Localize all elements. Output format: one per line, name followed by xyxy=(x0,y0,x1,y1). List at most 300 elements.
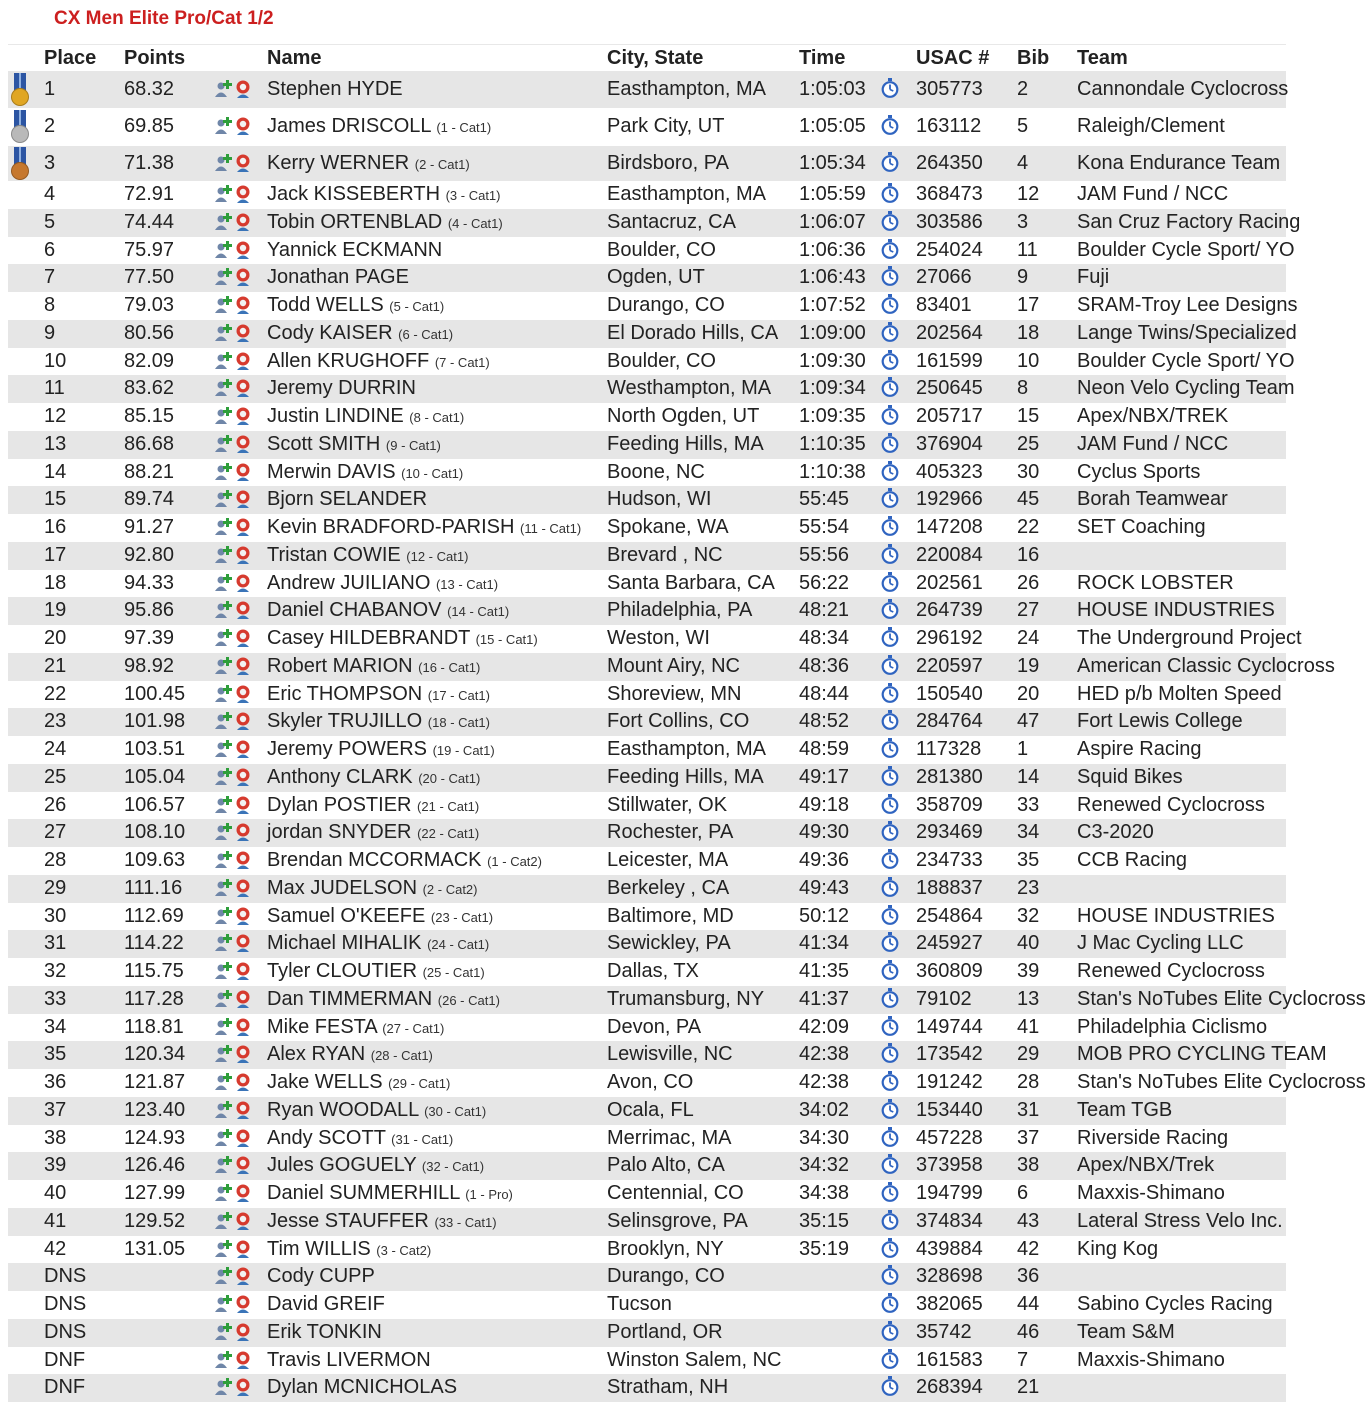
city-cell: El Dorado Hills, CA xyxy=(607,321,779,344)
stopwatch-icon[interactable] xyxy=(881,905,899,925)
add-to-compare-icon[interactable] xyxy=(215,572,255,594)
table-row[interactable] xyxy=(8,708,1286,736)
points-cell: 98.92 xyxy=(124,654,175,677)
stopwatch-icon[interactable] xyxy=(881,1349,899,1369)
points-cell: 120.34 xyxy=(124,1043,186,1066)
team-cell: Neon Velo Cycling Team xyxy=(1077,377,1295,400)
place-cell: 39 xyxy=(44,1154,67,1177)
rider-name-link[interactable]: Cody KAISER xyxy=(267,321,393,344)
rider-name-cell xyxy=(267,460,463,486)
rider-name-link[interactable]: Jonathan PAGE xyxy=(267,266,409,289)
city-cell: Fort Collins, CO xyxy=(607,710,750,733)
rider-name-link[interactable]: Andrew JUILIANO xyxy=(267,571,431,594)
table-row[interactable] xyxy=(8,958,1286,986)
stopwatch-icon[interactable] xyxy=(881,266,899,286)
bib-cell: 21 xyxy=(1017,1376,1040,1399)
rider-name-cell xyxy=(267,737,495,763)
table-row[interactable] xyxy=(8,459,1286,487)
table-row[interactable] xyxy=(8,986,1366,1014)
rider-name-cell xyxy=(267,543,468,569)
table-row[interactable] xyxy=(8,375,1295,403)
column-header-city[interactable]: City, State xyxy=(607,47,704,69)
team-cell: Apex/NBX/TREK xyxy=(1077,405,1229,427)
city-cell: Rochester, PA xyxy=(607,821,734,844)
rider-name-link[interactable]: Yannick ECKMANN xyxy=(267,238,443,261)
city-cell: Brevard , NC xyxy=(607,543,723,566)
stopwatch-icon[interactable] xyxy=(881,1376,899,1396)
column-header-name[interactable]: Name xyxy=(267,47,322,69)
stopwatch-icon[interactable] xyxy=(881,599,899,619)
table-row[interactable] xyxy=(8,1319,1286,1347)
stopwatch-icon[interactable] xyxy=(881,849,899,869)
place-cell: 33 xyxy=(44,987,67,1010)
time-cell: 1:10:38 xyxy=(799,460,866,483)
rider-name-link[interactable]: Casey HILDEBRANDT xyxy=(267,627,471,649)
stopwatch-icon[interactable] xyxy=(881,211,899,231)
rider-name-link[interactable]: Tyler CLOUTIER xyxy=(267,960,418,982)
team-cell: San Cruz Factory Racing xyxy=(1077,210,1301,233)
add-to-compare-icon[interactable] xyxy=(215,183,255,205)
rider-name-cell xyxy=(267,151,470,177)
table-row[interactable] xyxy=(8,237,1295,265)
add-to-compare-icon[interactable] xyxy=(215,266,255,288)
rider-name-link[interactable]: Anthony CLARK xyxy=(267,765,413,788)
add-to-compare-icon[interactable] xyxy=(215,322,255,344)
stopwatch-icon[interactable] xyxy=(881,1321,899,1341)
column-header-points[interactable]: Points xyxy=(124,47,186,69)
points-cell: 72.91 xyxy=(124,183,175,205)
bib-cell: 14 xyxy=(1017,765,1040,788)
stopwatch-icon[interactable] xyxy=(881,572,899,592)
stopwatch-icon[interactable] xyxy=(881,544,899,564)
stopwatch-icon[interactable] xyxy=(881,1043,899,1063)
place-cell: 34 xyxy=(44,1015,67,1038)
stopwatch-icon[interactable] xyxy=(881,516,899,536)
rider-name-cell xyxy=(267,1348,431,1372)
bib-cell: 9 xyxy=(1017,266,1029,289)
add-to-compare-icon[interactable] xyxy=(215,683,255,705)
rider-name-link[interactable]: Jack KISSEBERTH xyxy=(267,183,441,205)
rider-name-link[interactable]: Jesse STAUFFER xyxy=(267,1209,429,1232)
time-cell: 48:52 xyxy=(799,710,850,733)
add-to-compare-icon[interactable] xyxy=(215,350,255,372)
stopwatch-icon[interactable] xyxy=(881,78,899,98)
table-row[interactable] xyxy=(8,1152,1286,1180)
rider-name-link[interactable]: Samuel O'KEEFE xyxy=(267,904,426,927)
table-row[interactable] xyxy=(8,320,1297,348)
add-to-compare-icon[interactable] xyxy=(215,516,255,538)
rider-name-link[interactable]: Mike FESTA xyxy=(267,1015,377,1038)
rider-name-link[interactable]: jordan SNYDER xyxy=(267,821,412,844)
stopwatch-icon[interactable] xyxy=(881,1071,899,1091)
stopwatch-icon[interactable] xyxy=(881,488,899,508)
place-cell: 19 xyxy=(44,599,67,622)
stopwatch-icon[interactable] xyxy=(881,377,899,397)
table-row[interactable] xyxy=(8,597,1286,625)
rider-name-link[interactable]: Dylan MCNICHOLAS xyxy=(267,1376,458,1399)
team-cell: MOB PRO CYCLING TEAM xyxy=(1077,1043,1327,1066)
add-to-compare-icon[interactable] xyxy=(215,1321,255,1343)
stopwatch-icon[interactable] xyxy=(881,710,899,730)
table-row[interactable] xyxy=(8,903,1286,931)
stopwatch-icon[interactable] xyxy=(881,766,899,786)
time-cell: 49:36 xyxy=(799,849,850,871)
rider-name-link[interactable]: Max JUDELSON xyxy=(267,876,418,899)
table-row[interactable] xyxy=(8,681,1286,709)
add-to-compare-icon[interactable] xyxy=(215,461,255,483)
add-to-compare-icon[interactable] xyxy=(215,599,255,621)
bib-cell: 10 xyxy=(1017,349,1040,372)
team-cell: Borah Teamwear xyxy=(1077,488,1228,511)
team-cell: Lateral Stress Velo Inc. xyxy=(1077,1209,1283,1232)
add-to-compare-icon[interactable] xyxy=(215,1099,255,1121)
add-to-compare-icon[interactable] xyxy=(215,738,255,760)
add-to-compare-icon[interactable] xyxy=(215,655,255,677)
add-to-compare-icon[interactable] xyxy=(215,1016,255,1038)
stopwatch-icon[interactable] xyxy=(881,1210,899,1230)
bib-cell: 15 xyxy=(1017,405,1040,427)
table-row[interactable] xyxy=(8,1041,1327,1069)
category-rank: (29 - Cat1) xyxy=(388,1076,451,1091)
bib-cell: 18 xyxy=(1017,321,1040,344)
rider-name-cell xyxy=(267,848,542,874)
rider-name-link[interactable]: Alex RYAN xyxy=(267,1043,366,1066)
team-cell: Sabino Cycles Racing xyxy=(1077,1293,1273,1315)
stopwatch-icon[interactable] xyxy=(881,794,899,814)
usac-number-cell: 264739 xyxy=(916,599,983,622)
table-row[interactable] xyxy=(8,431,1286,459)
time-cell: 1:06:43 xyxy=(799,266,866,289)
table-row[interactable] xyxy=(8,542,1286,570)
add-to-compare-icon[interactable] xyxy=(215,239,255,261)
rider-name-link[interactable]: Justin LINDINE xyxy=(267,405,404,427)
rider-name-cell xyxy=(267,571,498,597)
add-to-compare-icon[interactable] xyxy=(215,1293,255,1315)
stopwatch-icon[interactable] xyxy=(881,1182,899,1202)
stopwatch-icon[interactable] xyxy=(881,294,899,314)
bib-cell: 3 xyxy=(1017,210,1029,233)
table-row[interactable] xyxy=(8,764,1286,792)
table-row[interactable] xyxy=(8,625,1302,653)
table-row[interactable] xyxy=(8,875,1286,903)
add-to-compare-icon[interactable] xyxy=(215,1349,255,1371)
place-cell: 12 xyxy=(44,405,67,427)
place-cell: DNF xyxy=(44,1348,86,1371)
rider-name-link[interactable]: Merwin DAVIS xyxy=(267,460,396,483)
table-row[interactable] xyxy=(8,1097,1286,1125)
add-to-compare-icon[interactable] xyxy=(215,488,255,510)
rider-name-link[interactable]: Daniel CHABANOV xyxy=(267,599,442,622)
place-cell: DNF xyxy=(44,1376,86,1399)
table-row[interactable] xyxy=(8,819,1286,847)
place-cell: DNS xyxy=(44,1293,87,1315)
stopwatch-icon[interactable] xyxy=(881,322,899,342)
rider-name-link[interactable]: Robert MARION xyxy=(267,654,413,677)
usac-number-cell: 268394 xyxy=(916,1376,983,1399)
category-rank: (2 - Cat2) xyxy=(422,881,478,897)
team-cell: Apex/NBX/Trek xyxy=(1077,1154,1215,1177)
bib-cell: 41 xyxy=(1017,1015,1040,1038)
rider-name-link[interactable]: Skyler TRUJILLO xyxy=(267,710,423,733)
stopwatch-icon[interactable] xyxy=(881,1265,899,1285)
table-row[interactable] xyxy=(8,1291,1286,1319)
table-row[interactable] xyxy=(8,1125,1286,1153)
column-header-team[interactable]: Team xyxy=(1077,47,1128,69)
add-to-compare-icon[interactable] xyxy=(215,877,255,899)
stopwatch-icon[interactable] xyxy=(881,877,899,897)
add-to-compare-icon[interactable] xyxy=(215,794,255,816)
time-cell: 49:30 xyxy=(799,821,850,844)
stopwatch-icon[interactable] xyxy=(881,152,899,172)
place-cell: 41 xyxy=(44,1209,67,1232)
add-to-compare-icon[interactable] xyxy=(215,1238,255,1260)
points-cell: 112.69 xyxy=(124,904,184,927)
category-rank: (11 - Cat1) xyxy=(520,521,582,536)
category-rank: (19 - Cat1) xyxy=(432,743,495,758)
table-row[interactable] xyxy=(8,292,1298,320)
rider-name-link[interactable]: Scott SMITH xyxy=(267,432,381,455)
points-cell: 80.56 xyxy=(124,321,175,344)
rider-name-link[interactable]: Ryan WOODALL xyxy=(267,1098,419,1121)
add-to-compare-icon[interactable] xyxy=(215,849,255,871)
rider-name-link[interactable]: Erik TONKIN xyxy=(267,1320,382,1343)
stopwatch-icon[interactable] xyxy=(881,627,899,647)
stopwatch-icon[interactable] xyxy=(881,683,899,703)
add-to-compare-icon[interactable] xyxy=(215,821,255,843)
stopwatch-icon[interactable] xyxy=(881,960,899,980)
place-cell: 35 xyxy=(44,1043,67,1066)
table-row[interactable] xyxy=(8,146,1286,181)
bib-cell: 7 xyxy=(1017,1348,1029,1371)
usac-number-cell: 27066 xyxy=(916,266,972,289)
table-row[interactable] xyxy=(8,1374,1286,1402)
usac-number-cell: 83401 xyxy=(916,294,972,316)
stopwatch-icon[interactable] xyxy=(881,183,899,203)
table-row[interactable] xyxy=(8,570,1286,598)
column-header-bib[interactable]: Bib xyxy=(1017,47,1050,69)
rider-name-link[interactable]: Eric THOMPSON xyxy=(267,682,423,705)
usac-number-cell: 117328 xyxy=(916,738,982,760)
column-header-time[interactable]: Time xyxy=(799,47,846,69)
add-to-compare-icon[interactable] xyxy=(215,211,255,233)
table-row[interactable] xyxy=(8,71,1289,108)
add-to-compare-icon[interactable] xyxy=(215,152,255,174)
add-to-compare-icon[interactable] xyxy=(215,1376,255,1398)
rider-name-cell xyxy=(267,1015,444,1041)
stopwatch-icon[interactable] xyxy=(881,655,899,675)
city-cell: Boulder, CO xyxy=(607,238,716,261)
table-row[interactable] xyxy=(8,108,1286,146)
rider-name-link[interactable]: Dan TIMMERMAN xyxy=(267,987,433,1010)
stopwatch-icon[interactable] xyxy=(881,239,899,259)
table-row[interactable] xyxy=(8,653,1335,681)
usac-number-cell: 305773 xyxy=(916,78,983,100)
stopwatch-icon[interactable] xyxy=(881,738,899,758)
stopwatch-icon[interactable] xyxy=(881,932,899,952)
city-cell: Lewisville, NC xyxy=(607,1043,733,1066)
stopwatch-icon[interactable] xyxy=(881,988,899,1008)
add-to-compare-icon[interactable] xyxy=(215,1071,255,1093)
rider-name-cell xyxy=(267,1153,484,1179)
points-cell: 77.50 xyxy=(124,266,175,289)
team-cell: Team S&M xyxy=(1077,1320,1175,1343)
rider-name-link[interactable]: Tobin ORTENBLAD xyxy=(267,210,443,233)
category-rank: (2 - Cat1) xyxy=(414,157,470,172)
place-cell: 2 xyxy=(44,115,56,137)
rider-name-link[interactable]: Daniel SUMMERHILL xyxy=(267,1182,460,1204)
bib-cell: 19 xyxy=(1017,654,1040,677)
add-to-compare-icon[interactable] xyxy=(215,932,255,954)
add-to-compare-icon[interactable] xyxy=(215,294,255,316)
rider-name-cell xyxy=(267,876,478,902)
table-row[interactable] xyxy=(8,792,1286,820)
table-row[interactable] xyxy=(8,847,1286,875)
rider-name-cell xyxy=(267,904,493,930)
place-cell: 13 xyxy=(44,432,67,455)
column-header-usac[interactable]: USAC # xyxy=(916,47,990,69)
stopwatch-icon[interactable] xyxy=(881,1016,899,1036)
add-to-compare-icon[interactable] xyxy=(215,905,255,927)
table-row[interactable] xyxy=(8,1180,1286,1208)
rider-name-link[interactable]: Jules GOGUELY xyxy=(267,1154,417,1177)
category-rank: (23 - Cat1) xyxy=(430,909,494,925)
stopwatch-icon[interactable] xyxy=(881,115,899,135)
team-cell: Stan's NoTubes Elite Cyclocross xyxy=(1077,1071,1366,1093)
team-cell: SET Coaching xyxy=(1077,516,1206,538)
table-row[interactable] xyxy=(8,1014,1286,1042)
rider-name-cell xyxy=(267,238,442,262)
usac-number-cell: 376904 xyxy=(916,432,983,455)
rider-name-link[interactable]: Bjorn SELANDER xyxy=(267,488,428,511)
usac-number-cell: 161583 xyxy=(916,1348,983,1371)
city-cell: Shoreview, MN xyxy=(607,682,742,705)
time-cell: 48:44 xyxy=(799,682,850,705)
rider-name-link[interactable]: Jeremy POWERS xyxy=(267,738,428,760)
stopwatch-icon[interactable] xyxy=(881,1238,899,1258)
points-cell: 71.38 xyxy=(124,152,175,174)
add-to-compare-icon[interactable] xyxy=(215,405,255,427)
rider-name-link[interactable]: Brendan MCCORMACK xyxy=(267,849,482,871)
table-row[interactable] xyxy=(8,1236,1286,1264)
category-rank: (20 - Cat1) xyxy=(418,770,481,786)
rider-name-link[interactable]: Kevin BRADFORD-PARISH xyxy=(267,516,515,538)
rider-name-link[interactable]: David GREIF xyxy=(267,1293,385,1315)
stopwatch-icon[interactable] xyxy=(881,1154,899,1174)
category-rank: (9 - Cat1) xyxy=(385,437,441,453)
team-cell: Stan's NoTubes Elite Cyclocross xyxy=(1077,987,1366,1010)
table-row[interactable] xyxy=(8,1069,1366,1097)
add-to-compare-icon[interactable] xyxy=(215,1154,255,1176)
category-rank: (26 - Cat1) xyxy=(437,992,500,1008)
rider-name-link[interactable]: Tim WILLIS xyxy=(267,1237,371,1260)
table-row[interactable] xyxy=(8,403,1286,431)
add-to-compare-icon[interactable] xyxy=(215,78,255,100)
rider-name-link[interactable]: Tristan COWIE xyxy=(267,543,401,566)
results-panel xyxy=(8,0,1366,1410)
add-to-compare-icon[interactable] xyxy=(215,627,255,649)
stopwatch-icon[interactable] xyxy=(881,1099,899,1119)
add-to-compare-icon[interactable] xyxy=(215,766,255,788)
team-cell: JAM Fund / NCC xyxy=(1077,183,1229,205)
add-to-compare-icon[interactable] xyxy=(215,988,255,1010)
city-cell: Berkeley , CA xyxy=(607,876,730,899)
rider-name-cell xyxy=(267,404,464,430)
place-cell: 24 xyxy=(44,738,67,760)
stopwatch-icon[interactable] xyxy=(881,433,899,453)
add-to-compare-icon[interactable] xyxy=(215,377,255,399)
stopwatch-icon[interactable] xyxy=(881,1293,899,1313)
add-to-compare-icon[interactable] xyxy=(215,710,255,732)
add-to-compare-icon[interactable] xyxy=(215,1265,255,1287)
table-row[interactable] xyxy=(8,736,1286,764)
add-to-compare-icon[interactable] xyxy=(215,960,255,982)
add-to-compare-icon[interactable] xyxy=(215,1043,255,1065)
table-row[interactable] xyxy=(8,1208,1286,1236)
table-row[interactable] xyxy=(8,348,1295,376)
rider-name-link[interactable]: Todd WELLS xyxy=(267,294,384,316)
rider-name-link[interactable]: Michael MIHALIK xyxy=(267,932,422,955)
table-row[interactable] xyxy=(8,181,1286,209)
category-rank: (33 - Cat1) xyxy=(434,1214,497,1230)
stopwatch-icon[interactable] xyxy=(881,1127,899,1147)
usac-number-cell: 202564 xyxy=(916,321,983,344)
rider-name-link[interactable]: Jake WELLS xyxy=(267,1071,383,1093)
table-row[interactable] xyxy=(8,1347,1286,1375)
bib-cell: 20 xyxy=(1017,682,1040,705)
usac-number-cell: 234733 xyxy=(916,849,983,871)
add-to-compare-icon[interactable] xyxy=(215,1210,255,1232)
stopwatch-icon[interactable] xyxy=(881,461,899,481)
rider-name-link[interactable]: Cody CUPP xyxy=(267,1265,375,1288)
time-cell: 34:02 xyxy=(799,1098,850,1121)
table-row[interactable] xyxy=(8,514,1286,542)
city-cell: Merrimac, MA xyxy=(607,1126,732,1149)
rider-name-link[interactable]: Stephen HYDE xyxy=(267,78,403,100)
city-cell: Westhampton, MA xyxy=(607,377,772,400)
column-header-place[interactable]: Place xyxy=(44,47,97,69)
stopwatch-icon[interactable] xyxy=(881,405,899,425)
add-to-compare-icon[interactable] xyxy=(215,433,255,455)
category-rank: (18 - Cat1) xyxy=(427,715,490,731)
add-to-compare-icon[interactable] xyxy=(215,1127,255,1149)
time-cell: 1:06:07 xyxy=(799,210,866,233)
stopwatch-icon[interactable] xyxy=(881,821,899,841)
add-to-compare-icon[interactable] xyxy=(215,544,255,566)
rider-name-link[interactable]: Dylan POSTIER xyxy=(267,793,412,816)
add-to-compare-icon[interactable] xyxy=(215,1182,255,1204)
add-to-compare-icon[interactable] xyxy=(215,115,255,137)
rider-name-link[interactable]: Andy SCOTT xyxy=(267,1126,386,1149)
rider-name-link[interactable]: Kerry WERNER xyxy=(267,152,410,174)
team-cell: ROCK LOBSTER xyxy=(1077,571,1234,594)
usac-number-cell: 153440 xyxy=(916,1098,983,1121)
table-row[interactable] xyxy=(8,209,1301,237)
time-cell: 48:34 xyxy=(799,627,850,649)
table-row[interactable] xyxy=(8,1263,1286,1291)
rider-name-link[interactable]: James DRISCOLL xyxy=(267,115,431,137)
rider-name-link[interactable]: Travis LIVERMON xyxy=(267,1348,431,1371)
table-row[interactable] xyxy=(8,930,1286,958)
table-row[interactable] xyxy=(8,486,1286,514)
points-cell: 83.62 xyxy=(124,377,175,400)
rider-name-link[interactable]: Jeremy DURRIN xyxy=(267,377,416,400)
stopwatch-icon[interactable] xyxy=(881,350,899,370)
table-row[interactable] xyxy=(8,264,1286,292)
place-cell: 31 xyxy=(44,932,67,955)
usac-number-cell: 150540 xyxy=(916,682,983,705)
rider-name-link[interactable]: Allen KRUGHOFF xyxy=(267,349,430,372)
bib-cell: 47 xyxy=(1017,710,1040,733)
